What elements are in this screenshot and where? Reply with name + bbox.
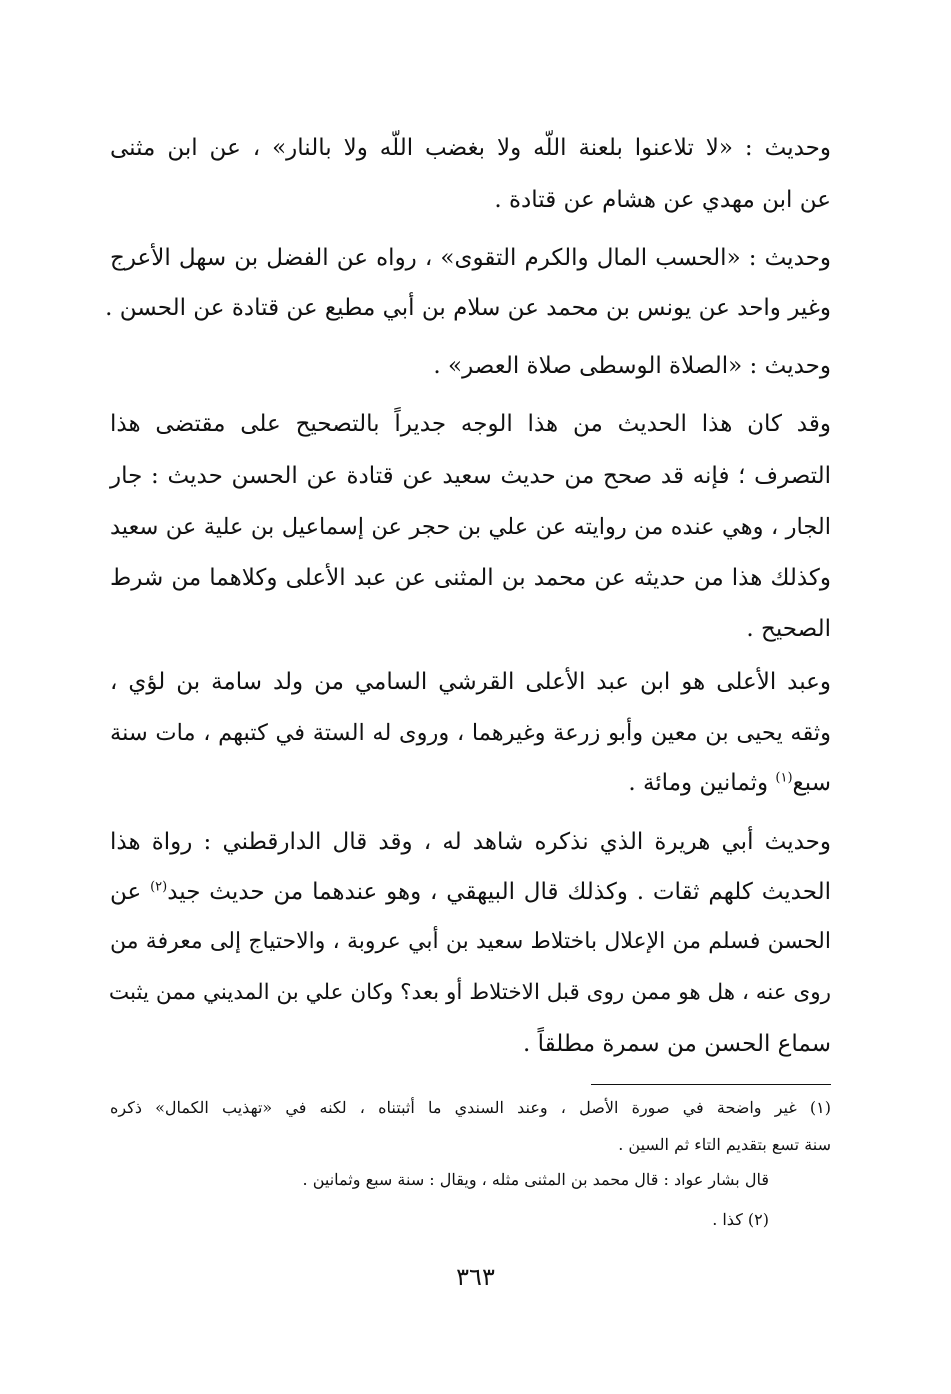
body-line: عن ابن مهدي عن هشام عن قتادة . (494, 187, 831, 213)
footnote-rule (591, 1084, 831, 1085)
body-text: وثمانين ومائة . (628, 770, 769, 796)
footnote-line: قال بشار عواد : قال محمد بن المثنى مثله ، ويقال : سنة سبع وثمانين . (302, 1170, 769, 1189)
body-line: وحديث : «الصلاة الوسطى صلاة العصر» . (433, 353, 831, 379)
body-line: وقد كان هذا الحديث من هذا الوجه جديراً بالتصحيح على مقتضى هذا (110, 411, 831, 437)
body-line: وحديث : «الحسب المال والكرم التقوى» ، رواه عن الفضل بن سهل الأعرج (110, 245, 831, 271)
body-line: وغير واحد عن يونس بن محمد عن سلام بن أبي مطيع عن قتادة عن الحسن . (105, 295, 831, 321)
footnote-marker: (١) (775, 770, 793, 786)
body-line: الجار ، وهي عنده من روايته عن علي بن حجر عن إسماعيل بن علية عن سعيد (110, 514, 831, 540)
footnote-line: سنة تسع بتقديم التاء ثم السين . (618, 1135, 831, 1154)
body-line: وثقه يحيى بن معين وأبو زرعة وغيرهما ، وروى له الستة في كتبهم ، مات سنة (110, 720, 831, 746)
body-text: سبع (792, 770, 831, 796)
page-number: ٣٦٣ (456, 1263, 495, 1291)
body-line: الصحيح . (746, 616, 831, 642)
footnote-line: (١) غير واضحة في صورة الأصل ، وعند السندي ما أثبتناه ، لكنه في «تهذيب الكمال» ذكره (110, 1098, 831, 1117)
body-text: الحديث كلهم ثقات . وكذلك قال البيهقي ، وهو عندهما من حديث جيد (167, 879, 832, 905)
footnote-marker: (٢) (150, 879, 168, 895)
body-line: وكذلك هذا من حديثه عن محمد بن المثنى عن عبد الأعلى وكلاهما من شرط (110, 565, 831, 591)
body-line (628, 767, 831, 799)
body-line: الحسن فسلم من الإعلال باختلاط سعيد بن أبي عروبة ، والاحتياج إلى معرفة من (110, 929, 831, 954)
body-line (110, 876, 831, 908)
body-line: وحديث : «لا تلاعنوا بلعنة اللّه ولا بغضب اللّه ولا بالنار» ، عن ابن مثنى (110, 135, 831, 161)
body-line: سماع الحسن من سمرة مطلقاً . (522, 1031, 831, 1057)
body-line: وعبد الأعلى هو ابن عبد الأعلى القرشي السامي من ولد سامة بن لؤي ، (110, 669, 831, 695)
footnote-line: (٢) كذا . (712, 1210, 769, 1229)
body-line: وحديث أبي هريرة الذي نذكره شاهد له ، وقد قال الدارقطني : رواة هذا (110, 829, 831, 855)
body-text: عن (110, 879, 142, 905)
body-line: التصرف ؛ فإنه قد صحح من حديث سعيد عن قتادة عن الحسن حديث : جار (110, 463, 831, 489)
body-line: روى عنه ، هل هو ممن روى قبل الاختلاط أو بعد؟ وكان علي بن المديني ممن يثبت (108, 980, 831, 1005)
